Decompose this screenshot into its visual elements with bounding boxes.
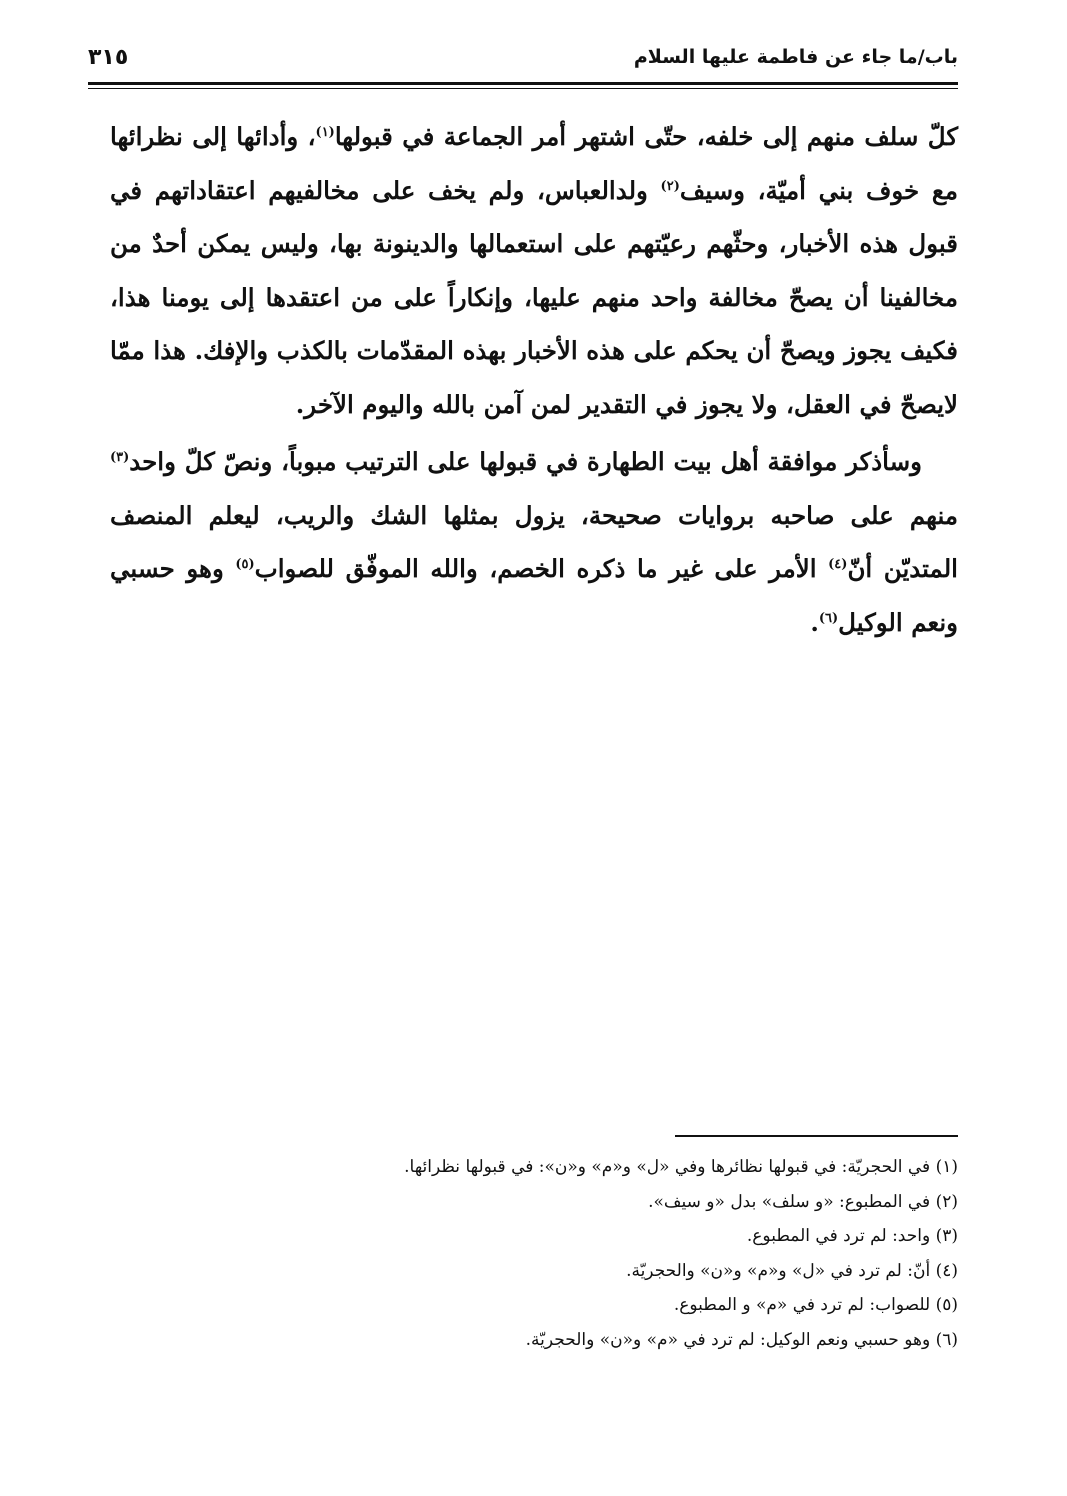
footnotes — [110, 1150, 958, 1357]
text-run: ، وأدائها إلى نظرائها مع خوف بني أميّة، وسيف — [110, 122, 958, 205]
paragraph-2 — [110, 435, 958, 649]
header-rule-thin — [88, 88, 958, 89]
text-run: منهم على صاحبه بروايات صحيحة، يزول بمثلها الشك والريب، ليعلم المنصف المتديّن أنّ — [110, 500, 958, 583]
footnote-separator — [675, 1135, 958, 1137]
footnote-marker: (٦) — [818, 610, 839, 626]
footnote-marker: (٤) — [828, 556, 848, 572]
page-number: ٣١٥ — [88, 44, 129, 70]
page-header — [88, 36, 958, 78]
text-run: الأمر على غير ما ذكره الخصم، والله الموفّق للصواب — [254, 554, 829, 583]
text-run: كلّ سلف منهم إلى خلفه، حتّى اشتهر أمر الجماعة في قبولها — [334, 122, 958, 151]
main-text — [110, 110, 958, 649]
paragraph-1 — [110, 110, 958, 431]
footnote-2: (٢) في المطبوع: «و سلف» بدل «و سيف». — [648, 1191, 958, 1212]
footnote-4: (٤) أنّ: لم ترد في «ل» و«م» و«ن» والحجريّة. — [626, 1260, 958, 1281]
running-title: باب/ما جاء عن فاطمة عليها السلام — [633, 46, 958, 68]
footnote-marker: (٢) — [660, 178, 680, 194]
header-rule-thick — [88, 82, 958, 85]
footnote-marker: (٣) — [110, 449, 130, 465]
text-run: وسأذكر موافقة أهل بيت الطهارة في قبولها على الترتيب مبوباً، ونصّ كلّ واحد — [129, 447, 922, 476]
footnote-marker: (٥) — [235, 556, 255, 572]
footnote-6: (٦) وهو حسبي ونعم الوكيل: لم ترد في «م» و«ن» والحجريّة. — [525, 1329, 958, 1350]
footnote-5: (٥) للصواب: لم ترد في «م» و المطبوع. — [673, 1295, 958, 1315]
footnote-3: (٣) واحد: لم ترد في المطبوع. — [746, 1226, 958, 1246]
text-run: ولدالعباس، ولم يخف على مخالفيهم اعتقاداتهم في قبول هذه الأخبار، وحثّهم رعيّتهم على استعمالها والدينونة بها، وليس يمكن أحدٌ من مخالفينا أن يصحّ مخالفة واحد منهم عليها، وإنكاراً على من اعتقدها إلى يومنا هذا، فكيف يجوز ويصحّ أن يحكم على هذه الأخبار بهذه المقدّمات بالكذب والإفك. هذا ممّا لايصحّ في العقل، ولا يجوز في التقدير لمن آمن بالله واليوم الآخر. — [110, 175, 958, 419]
text-run: . — [810, 607, 819, 637]
footnote-marker: (١) — [315, 124, 335, 140]
text-run: وهو حسبي ونعم الوكيل — [110, 554, 958, 637]
footnote-1: (١) في الحجريّة: في قبولها نظائرها وفي «ل» و«م» و«ن»: في قبولها نظرائها. — [404, 1157, 958, 1177]
